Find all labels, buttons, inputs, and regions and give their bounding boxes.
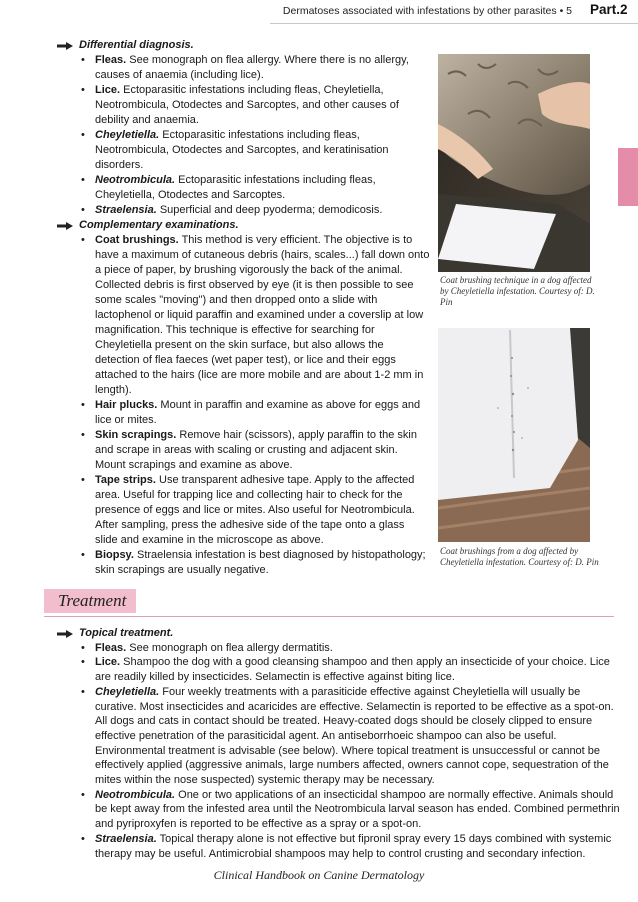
treatment-item <box>57 655 622 684</box>
differential-item <box>57 128 430 173</box>
item-text: This method is very efficient. The objective is to have a maximum of cutaneous debris (hairs, scales...) fall down onto a piece of paper, by brushing vigorously the back of the animal. Collected debris is first observed by eye (it is then possible to see some scales "moving") and then dropped onto a slide with lactophenol or liquid paraffin and examined under a coverslip at low magnification. This technique is effective for searching for Cheyletiella present on the skin surface, but also allows the detection of flea faeces (wet paper test), or lice and their eggs attached to the hairs (lice are more mobile and are about 1-2 mm in length). <box>95 234 430 396</box>
footer-book-title: Clinical Handbook on Canine Dermatology <box>213 868 425 882</box>
item-text: Ectoparasitic infestations including fleas, Cheyletiella, Neotrombicula, Otodectes and Sarcoptes, and other causes of debility and anaemia. <box>95 84 399 126</box>
differential-item <box>57 83 430 128</box>
running-title: Dermatoses associated with infestations by other parasites <box>282 5 557 17</box>
item-text: Remove hair (scissors), apply paraffin to the skin and scrape in areas with scaling or crusting and adjacent skin. Mount scrapings and examine as above. <box>95 429 417 471</box>
differential-heading-row <box>57 38 430 53</box>
item-text: Superficial and deep pyoderma; demodicosis. <box>156 204 383 216</box>
complementary-item <box>57 548 430 578</box>
part-label: Part.2 <box>590 2 628 17</box>
differential-item <box>57 203 430 218</box>
differential-heading: Differential diagnosis. <box>79 39 194 51</box>
arrow-right-icon <box>57 222 73 230</box>
treatment-item <box>57 788 622 832</box>
item-text: Ectoparasitic infestations including fleas, Cheyletiella, Otodectes and Sarcoptes. <box>95 174 376 201</box>
treatment-item <box>57 832 622 861</box>
item-term: Straelensia. <box>95 832 157 845</box>
figure-caption-2: Coat brushings from a dog affected by Cheyletiella infestation. Courtesy of: D. Pin <box>440 546 599 567</box>
item-term: Fleas. <box>95 641 127 654</box>
item-text: Topical therapy alone is not effective but fipronil spray every 15 days combined with systemic therapy may be useful. Antimicrobial shampoos may help to control crusting and secondary infection. <box>95 832 612 860</box>
differential-item <box>57 173 430 203</box>
item-term: Lice. <box>95 84 121 96</box>
figure-caption-1: Coat brushing technique in a dog affected by Cheyletiella infestation. Courtesy of: D. Pin <box>440 275 595 307</box>
chapter-tab-marker <box>618 148 638 206</box>
treatment-rule <box>44 616 614 617</box>
item-text: Straelensia infestation is best diagnosed by histopathology; skin scrapings are usually negative. <box>95 549 426 576</box>
arrow-right-icon <box>57 42 73 50</box>
left-column <box>57 38 430 578</box>
item-text: Use transparent adhesive tape. Apply to the affected area. Useful for trapping lice and collecting hair to check for the presence of eggs and lice or mites. Also useful for Neotrombicula. After sampling, press the adhesive side of the tape onto a glass slide and examine in the microscope as above. <box>95 474 415 546</box>
treatment-item <box>57 641 622 656</box>
item-text: Shampoo the dog with a good cleansing shampoo and then apply an insecticide of your choice. Lice are readily killed by insecticides. Selamectin is effective against biting lice. <box>95 656 610 684</box>
complementary-heading-row <box>57 218 430 233</box>
photo-coat-brushing-technique <box>438 54 590 272</box>
item-term: Coat brushings. <box>95 234 179 246</box>
item-term: Skin scrapings. <box>95 429 177 441</box>
complementary-item <box>57 473 430 548</box>
differential-item <box>57 53 430 83</box>
item-text: Mount in paraffin and examine as above for eggs and lice or mites. <box>95 399 421 426</box>
item-text: See monograph on flea allergy dermatitis. <box>126 641 333 654</box>
item-term: Hair plucks. <box>95 399 158 411</box>
topical-heading: Topical treatment. <box>79 627 174 639</box>
item-term: Cheyletiella. <box>95 685 160 698</box>
item-text: One or two applications of an insecticidal shampoo are normally effective. Animals should be kept away from the infested area until the Neotrombicula larval season has ended. Combined permethrin and pyriproxyfen is reported to be effective as a spray or a spot-on. <box>95 788 620 831</box>
item-term: Cheyletiella. <box>95 129 160 141</box>
item-text: See monograph on flea allergy. Where there is no allergy, causes of anaemia (including lice). <box>95 54 409 81</box>
item-term: Lice. <box>95 656 121 669</box>
item-term: Biopsy. <box>95 549 134 561</box>
item-term: Fleas. <box>95 54 127 66</box>
item-term: Straelensia. <box>95 204 157 216</box>
complementary-item <box>57 398 430 428</box>
item-text: Four weekly treatments with a parasiticide effective against Cheyletiella will usually be curative. Most insecticides and acaricides are effective. Selamectin is reported to be effective as a spot-on. All dogs and cats in contact should be treated. Heavy-coated dogs should be closely clipped to ensure effective penetration of the parasiticidal agent. An antiseborrhoeic shampoo can also be useful. Environmental treatment is advisable (see below). Where topical treatment is unsuccessful or cannot be effectively applied (aggressive animals, large numbers affected, owners cannot cope, sequestration of the mites within the nose suspected) systemic therapy may be necessary. <box>95 685 614 787</box>
item-term: Tape strips. <box>95 474 156 486</box>
treatment-section-title: Treatment <box>58 591 127 610</box>
running-header: Dermatoses associated with infestations by other parasites • 5 <box>282 5 572 17</box>
photo-coat-brushings-on-paper <box>438 328 590 542</box>
arrow-right-icon <box>57 630 73 638</box>
item-term: Neotrombicula. <box>95 788 176 801</box>
treatment-item <box>57 685 622 788</box>
treatment-body <box>57 626 622 861</box>
item-text: Ectoparasitic infestations including fleas, Neotrombicula, Otodectes and Sarcoptes, and keratinisation disorders. <box>95 129 389 171</box>
complementary-item <box>57 428 430 473</box>
complementary-item <box>57 233 430 398</box>
item-term: Neotrombicula. <box>95 174 176 186</box>
complementary-heading: Complementary examinations. <box>79 219 239 231</box>
topical-heading-row <box>57 626 622 641</box>
page-number: 5 <box>566 5 572 17</box>
